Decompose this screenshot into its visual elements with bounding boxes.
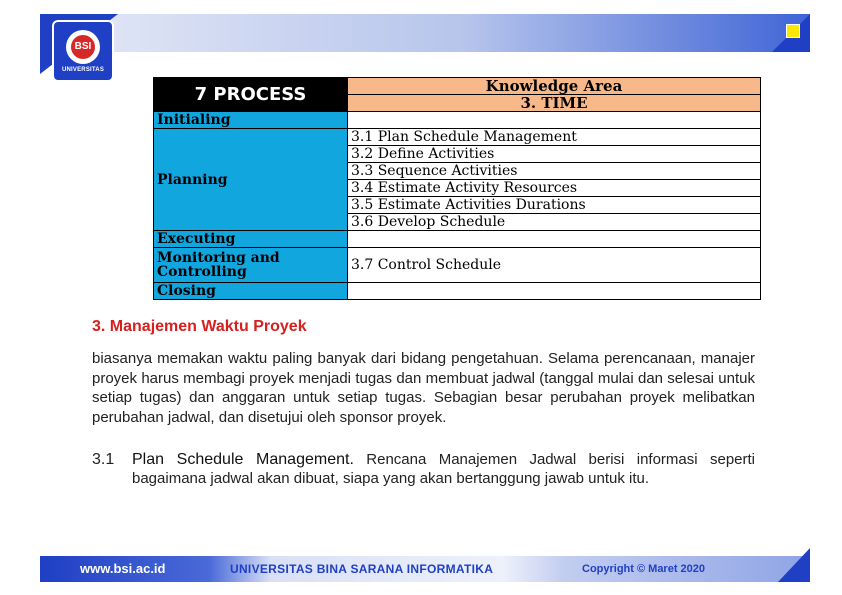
table-row (154, 112, 761, 129)
logo-mark: BSI (71, 35, 95, 59)
group-initialing: Initialing (154, 112, 348, 129)
list-item (92, 450, 755, 488)
table-row (154, 283, 761, 300)
activity-cell: 3.2 Define Activities (348, 146, 761, 163)
empty-cell (348, 283, 761, 300)
item-lead: Plan Schedule Management. (132, 451, 354, 468)
section-title: 3. Manajemen Waktu Proyek (92, 318, 307, 335)
knowledge-area-table (153, 77, 761, 300)
group-planning: Planning (154, 129, 348, 231)
activity-cell: 3.5 Estimate Activities Durations (348, 197, 761, 214)
logo-caption: UNIVERSITAS (61, 66, 105, 73)
empty-cell (348, 231, 761, 248)
group-monitoring-controlling: Monitoring and Controlling (154, 248, 348, 283)
table-header-row (154, 78, 761, 95)
group-closing: Closing (154, 283, 348, 300)
knowledge-area-header: Knowledge Area (348, 78, 761, 95)
group-executing: Executing (154, 231, 348, 248)
activity-cell: 3.6 Develop Schedule (348, 214, 761, 231)
section-paragraph: biasanya memakan waktu paling banyak dari bidang pengetahuan. Selama perencanaan, manajer proyek harus membagi proyek menjadi tugas dan membuat jadwal (tanggal mulai dan selesai untuk setiap tugas) dan anggaran untuk setiap tugas. Sebagian besar perubahan proyek melibatkan perubahan jadwal, dan disetujui oleh sponsor proyek. (92, 350, 755, 426)
header-band (40, 14, 810, 52)
footer-copyright: Copyright © Maret 2020 (582, 563, 706, 575)
activity-cell: 3.7 Control Schedule (348, 248, 761, 283)
yellow-square-icon (786, 24, 800, 38)
empty-cell (348, 112, 761, 129)
footer-university: UNIVERSITAS BINA SARANA INFORMATIKA (230, 562, 494, 576)
footer-corner-shape (778, 548, 810, 582)
item-body (132, 450, 755, 488)
activity-cell: 3.3 Sequence Activities (348, 163, 761, 180)
table-row (154, 248, 761, 283)
footer-url[interactable]: www.bsi.ac.id (80, 561, 166, 576)
activity-cell: 3.1 Plan Schedule Management (348, 129, 761, 146)
time-header: 3. TIME (348, 95, 761, 112)
item-number: 3.1 (92, 451, 115, 468)
seal-icon (66, 30, 100, 64)
university-logo (52, 20, 114, 82)
process-header: 7 PROCESS (154, 78, 348, 112)
activity-cell: 3.4 Estimate Activity Resources (348, 180, 761, 197)
table-row (154, 231, 761, 248)
table-row (154, 129, 761, 146)
item-text: Rencana Manajemen Jadwal berisi informasi seperti bagaimana jadwal akan dibuat, siapa yang akan bertanggung jawab untuk itu. (132, 451, 756, 487)
